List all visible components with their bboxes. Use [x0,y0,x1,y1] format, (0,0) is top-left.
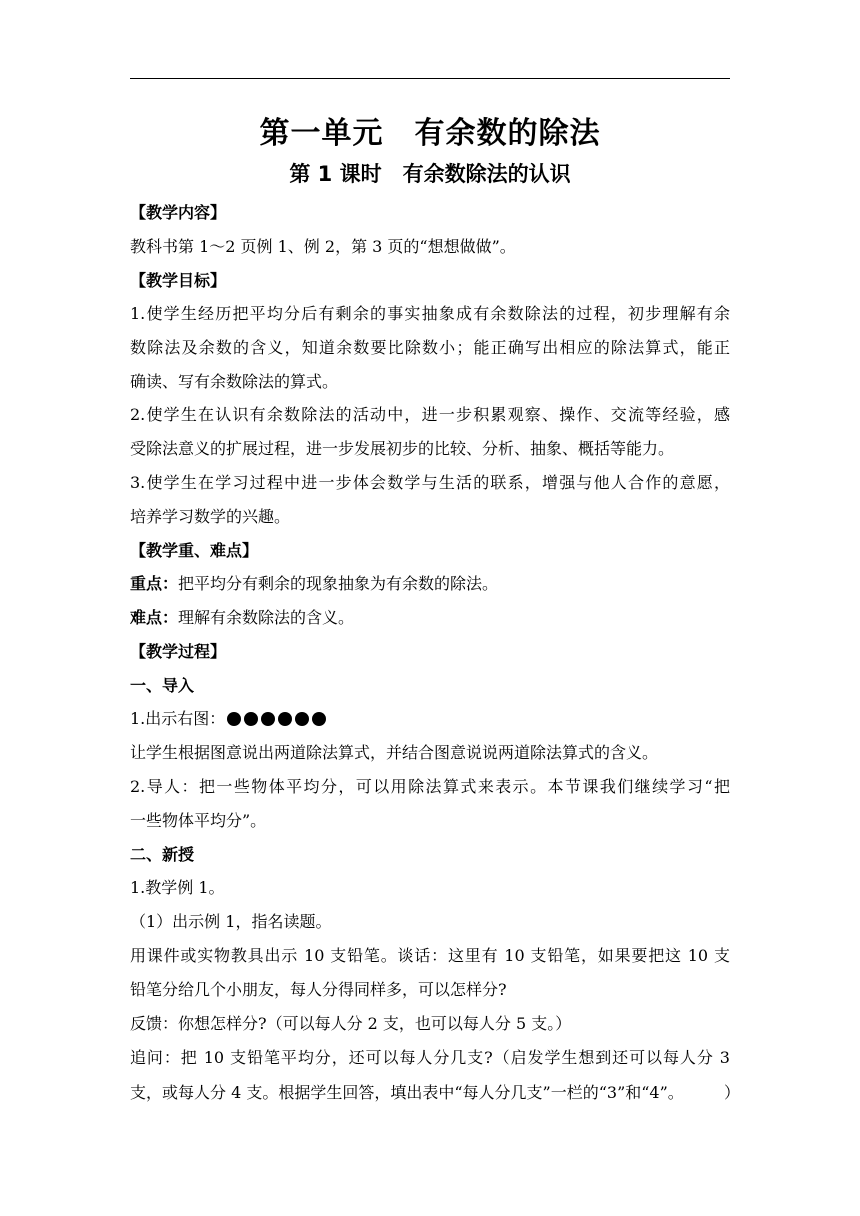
content-text: 教科书第 1～2 页例 1、例 2，第 3 页的“想想做做”。 [130,237,516,256]
difficult-point-text: 理解有余数除法的含义。 [178,608,355,627]
goal1-line3: 确读、写有余数除法的算式。 [130,372,339,391]
dot-icon [278,712,292,726]
teach-item1-step1: （1）出示例 1，指名读题。 [130,912,332,931]
intro-item2-line2: 一些物体平均分”。 [130,811,267,830]
difficult-point-label: 难点： [130,608,179,627]
dot-icon [312,712,326,726]
teach-paragraph-line1: 用课件或实物教具出示 10 支铅笔。谈话：这里有 10 支铅笔，如果要把这 10 支 [130,946,730,965]
key-point-text: 把平均分有剩余的现象抽象为有余数的除法。 [178,574,499,593]
intro-item2-line1: 2.导人：把一些物体平均分，可以用除法算式来表示。本节课我们继续学习“把 [130,777,730,796]
section-heading-key-points: 【教学重、难点】 [130,541,259,560]
section-heading-goals: 【教学目标】 [130,271,227,290]
dot-icon [227,712,241,726]
teach-item1: 1.教学例 1。 [130,878,225,897]
document-title: 第一单元 有余数的除法 [259,116,601,151]
feedback-line: 反馈：你想怎样分?（可以每人分 2 支，也可以每人分 5 支。） [130,1014,572,1033]
part1-heading: 一、导入 [130,676,195,695]
part2-heading: 二、新授 [130,845,195,864]
header-rule [130,78,730,79]
key-point-label: 重点： [130,574,179,593]
section-heading-content: 【教学内容】 [130,203,227,222]
goal1-line1: 1.使学生经历把平均分后有剩余的事实抽象成有余数除法的过程，初步理解有余 [130,304,730,323]
goal3-line2: 培养学习数学的兴趣。 [130,507,291,526]
intro-item1-desc: 让学生根据图意说出两道除法算式，并结合图意说说两道除法算式的含义。 [130,743,659,762]
ask-line2-end: ） [724,1083,741,1102]
goal1-line2: 数除法及余数的含义，知道余数要比除数小；能正确写出相应的除法算式，能正 [130,338,730,357]
intro-item1-text: 1.出示右图： [130,709,226,728]
goal3-line1: 3.使学生在学习过程中进一步体会数学与生活的联系，增强与他人合作的意愿， [130,473,730,492]
goal2-line2: 受除法意义的扩展过程，进一步发展初步的比较、分析、抽象、概括等能力。 [130,439,675,458]
intro-item1 [130,708,730,730]
key-point [130,573,730,595]
dot-icon [261,712,275,726]
goal2-line1: 2.使学生在认识有余数除法的活动中，进一步积累观察、操作、交流等经验，感 [130,405,730,424]
section-heading-process: 【教学过程】 [130,642,227,661]
ask-line1: 追问：把 10 支铅笔平均分，还可以每人分几支?（启发学生想到还可以每人分 3 [130,1048,730,1067]
dots-figure [227,712,326,726]
dot-icon [244,712,258,726]
dot-icon [295,712,309,726]
difficult-point [130,607,730,629]
lesson-subtitle: 第 1 课时 有余数除法的认识 [289,162,571,186]
ask-line2: 支，或每人分 4 支。根据学生回答，填出表中“每人分几支”一栏的“3”和“4”。 [130,1083,684,1102]
teach-paragraph-line2: 铅笔分给几个小朋友，每人分得同样多，可以怎样分? [130,980,507,999]
